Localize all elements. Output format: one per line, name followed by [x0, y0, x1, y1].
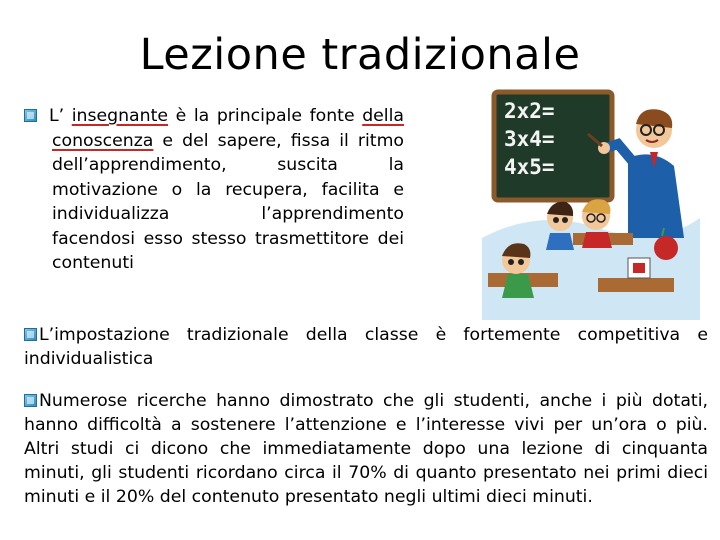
square-bullet-icon — [24, 328, 37, 341]
bullet3-text: Numerose ricerche hanno dimostrato che gli studenti, anche i più dotati, hanno difficoltà a sostenere l’attenzione e l’interesse vivi per un’ora o più. Altri studi ci dicono che immediatamente dopo una lezione di cinquanta minuti, gli studenti ricordano circa il 70% di quanto presentato nei primi dieci minuti e il 20% del contenuto presentato negli ultimi dieci minuti. — [24, 391, 708, 507]
bullet-attention-research — [24, 389, 708, 509]
bullet1-highlight-knowledge: della conoscenza — [52, 106, 404, 151]
slide-title: Lezione tradizionale — [139, 30, 581, 80]
square-bullet-icon — [24, 394, 37, 407]
bullet-teacher-role — [24, 104, 404, 276]
board-line-3: 4x5= — [504, 155, 555, 179]
bullet-competitive-class — [24, 323, 708, 371]
bullet-teacher-text — [24, 104, 404, 276]
bullet1-rest: e del sapere, fissa il ritmo dell’apprendimento, suscita la motivazione o la recupera, facilita e individualizza l’apprendimento facendosi esso stesso trasmettitore dei contenuti — [52, 130, 404, 273]
bullet1-prefix: L’ — [49, 106, 72, 126]
board-line-1: 2x2= — [504, 99, 555, 123]
board-line-2: 3x4= — [504, 127, 555, 151]
bullet1-highlight-teacher: insegnante — [71, 106, 168, 126]
classroom-illustration — [478, 88, 700, 320]
bullet1-middle: è la principale fonte — [168, 106, 363, 126]
bullet2-text: L’impostazione tradizionale della classe è fortemente competitiva e individualistica — [24, 325, 708, 369]
square-bullet-icon — [24, 109, 37, 122]
